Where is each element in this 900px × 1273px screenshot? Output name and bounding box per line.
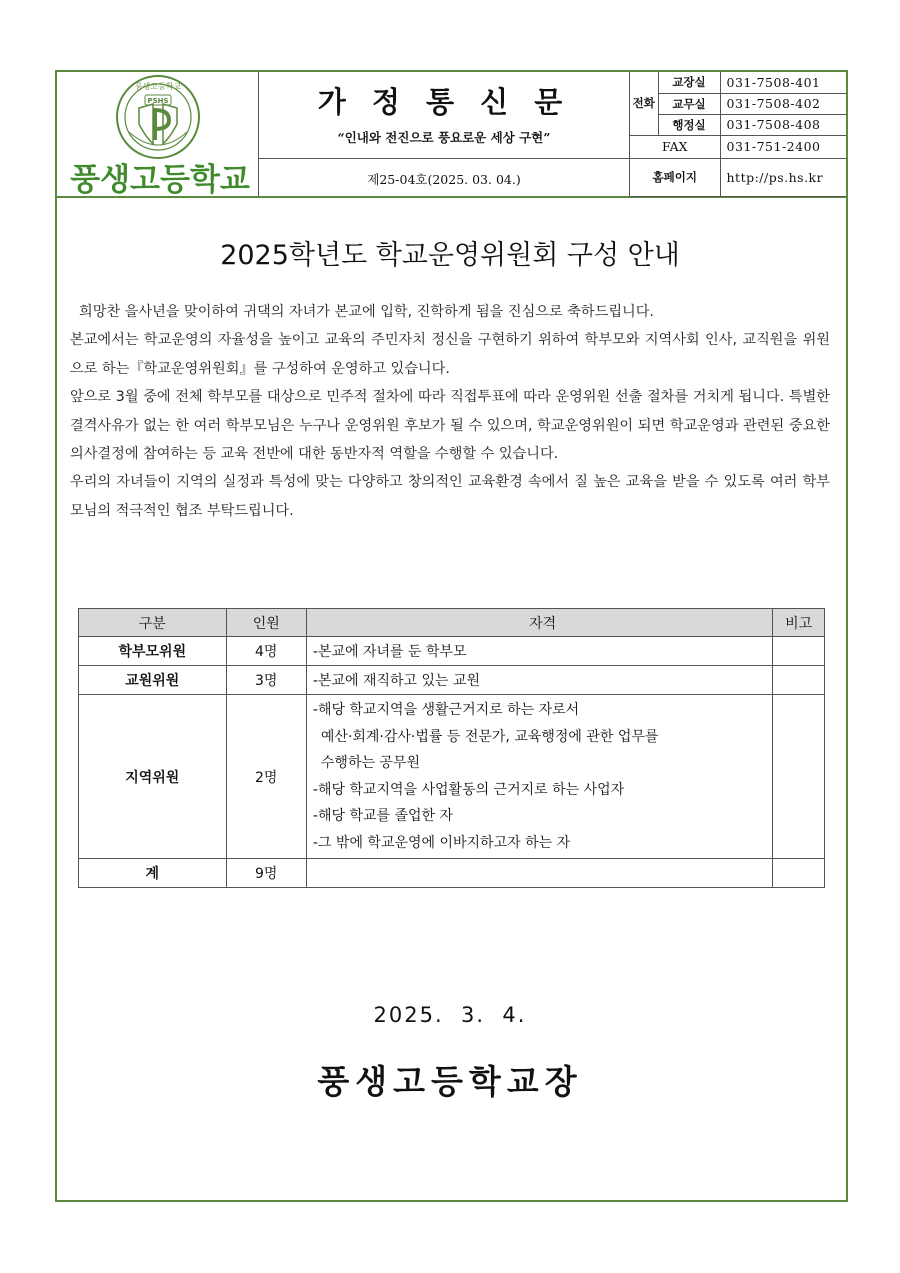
homepage-value: http://ps.hs.kr <box>720 158 846 196</box>
contact-table <box>630 72 846 196</box>
phone-label: 전화 <box>630 72 658 135</box>
contact-label: 교무실 <box>658 93 720 114</box>
row-count: 9명 <box>226 859 306 888</box>
row-count: 2명 <box>226 695 306 859</box>
row-note <box>773 637 825 666</box>
title-cell <box>259 72 630 196</box>
header-count: 인원 <box>226 609 306 637</box>
row-category: 교원위원 <box>79 666 227 695</box>
row-note <box>773 666 825 695</box>
body-paragraph: 우리의 자녀들이 지역의 실정과 특성에 맞는 다양하고 창의적인 교육환경 속에서 질 높은 교육을 받을 수 있도록 여러 학부모님의 적극적인 협조 부탁드립니다. <box>70 474 830 519</box>
emblem-ribbon-text: PSHS <box>147 97 169 105</box>
fax-label: FAX <box>630 135 720 158</box>
body-paragraph: 본교에서는 학교운영의 자율성을 높이고 교육의 주민자치 정신을 구현하기 위하여 학부모와 지역사회 인사, 교직원을 위원으로 하는『학교운영위원회』를 구성하여 운영하고 있습니다. <box>70 332 830 377</box>
notice-body <box>70 298 830 525</box>
school-logo-text: 풍생고등학교 <box>70 162 250 198</box>
qualification-line: -해당 학교를 졸업한 자 <box>312 808 454 824</box>
row-qualification <box>306 695 772 859</box>
row-category: 계 <box>79 859 227 888</box>
contact-label: 행정실 <box>658 114 720 135</box>
notice-title: 2025학년도 학교운영위원회 구성 안내 <box>220 240 680 271</box>
contact-value: 031-7508-408 <box>720 114 846 135</box>
row-category: 지역위원 <box>79 695 227 859</box>
issue-date: 2025. 3. 4. <box>373 1003 527 1027</box>
motto: “인내와 전진으로 풍요로운 세상 구현” <box>337 130 551 145</box>
table-row <box>79 859 825 888</box>
letter-header <box>57 72 846 198</box>
committee-table <box>78 608 825 888</box>
fax-value: 031-751-2400 <box>720 135 846 158</box>
table-row <box>79 637 825 666</box>
table-row <box>79 695 825 859</box>
qualification-line: -해당 학교지역을 사업활동의 근거지로 하는 사업자 <box>312 781 625 798</box>
row-count: 4명 <box>226 637 306 666</box>
title-top-box <box>259 72 629 159</box>
issue-number: 제25-04호(2025. 03. 04.) <box>367 172 521 187</box>
row-qualification: -본교에 자녀를 둔 학부모 <box>306 637 772 666</box>
qualification-line: -그 밖에 학교운영에 이바지하고자 하는 자 <box>312 834 571 851</box>
contact-value: 031-7508-402 <box>720 93 846 114</box>
header-qualification: 자격 <box>306 609 772 637</box>
header-note: 비고 <box>773 609 825 637</box>
qualification-line: -해당 학교지역을 생활근거지로 하는 자로서 <box>312 702 580 718</box>
qualification-line: 예산·회계·감사·법률 등 전문가, 교육행정에 관한 업무를 <box>320 728 659 745</box>
table-row <box>79 666 825 695</box>
row-qualification <box>306 859 772 888</box>
row-category: 학부모위원 <box>79 637 227 666</box>
header-category: 구분 <box>79 609 227 637</box>
row-count: 3명 <box>226 666 306 695</box>
logo-cell <box>57 72 259 196</box>
row-note <box>773 859 825 888</box>
row-qualification: -본교에 재직하고 있는 교원 <box>306 666 772 695</box>
homepage-label: 홈페이지 <box>630 158 720 196</box>
body-paragraph: 희망찬 을사년을 맞이하여 귀댁의 자녀가 본교에 입학, 진학하게 됨을 진심으로 축하드립니다. <box>70 304 654 320</box>
qualification-line: 수행하는 공무원 <box>320 755 421 771</box>
principal-signature: 풍생고등학교장 <box>317 1062 583 1101</box>
row-note <box>773 695 825 859</box>
body-paragraph: 앞으로 3월 중에 전체 학부모를 대상으로 민주적 절차에 따라 직접투표에 따라 운영위원 선출 절차를 거치게 됩니다. 특별한 결격사유가 없는 한 여러 학부모님은 누구나 운영위원 후보가 될 수 있으며, 학교운영위원이 되면 학교운영과 관련된 중요한 의사결정에 참여하는 등 교육 전반에 대한 동반자적 역할을 수행할 수 있습니다. <box>70 389 830 463</box>
contact-value: 031-7508-401 <box>720 72 846 93</box>
school-emblem-icon <box>115 74 201 160</box>
doc-title: 가 정 통 신 문 <box>317 85 571 119</box>
contact-label: 교장실 <box>658 72 720 93</box>
table-header-row <box>79 609 825 637</box>
emblem-top-text: 풍생고등학교 <box>134 82 182 91</box>
